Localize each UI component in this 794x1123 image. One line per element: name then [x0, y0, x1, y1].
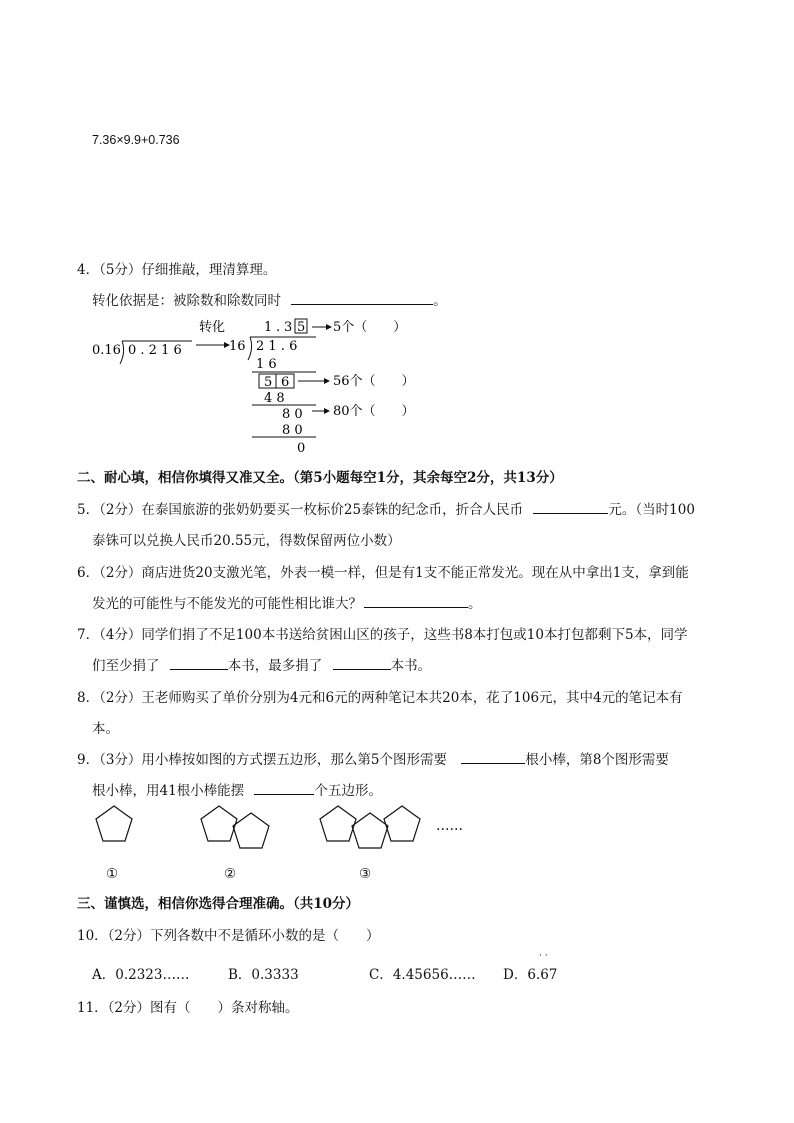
pentagon-figure-3b	[352, 813, 388, 848]
q9-line2	[92, 779, 382, 799]
quotient-digit-1: 1	[264, 320, 273, 335]
q6-text-b: 。	[468, 596, 482, 612]
q9-blank-count[interactable]	[254, 780, 314, 795]
q4-period: 。	[433, 293, 447, 309]
q11-stem: 11．（2分）图有（ ）条对称轴。	[77, 1000, 299, 1016]
note2: 56个（ ）	[333, 374, 415, 389]
q7-line2	[92, 654, 431, 674]
q9-ellipsis: ……	[436, 818, 463, 834]
new-dividend: 2 1 . 6	[256, 339, 298, 354]
step1-product: 1 6	[256, 357, 277, 372]
quotient-boxed-digit: 5	[297, 320, 306, 335]
q7-text-a: 们至少捐了	[92, 658, 160, 674]
original-divisor: 0.16	[92, 343, 121, 358]
step3-product: 8 0	[282, 423, 303, 438]
q7-text-c: 本书。	[390, 658, 432, 674]
q4-title: 4．（5分）仔细推敲，理清算理。	[77, 262, 277, 278]
q5-blank[interactable]	[533, 499, 608, 514]
step2-remainder: 8 0	[282, 407, 303, 422]
pentagon-figure-3a	[320, 806, 356, 841]
original-dividend: 0 . 2 1 6	[128, 343, 182, 358]
step2-product: 4 8	[264, 391, 285, 406]
q9-text-b: 根小棒，第8个图形需要	[525, 752, 669, 768]
q9-label-1: ①	[106, 866, 119, 882]
q8-line2: 本。	[92, 721, 119, 737]
q5-text-a: 5．（2分）在泰国旅游的张奶奶要买一枚标价25泰铢的纪念币，折合人民币	[77, 502, 524, 518]
q10-option-c[interactable]: C．4.45656……	[369, 967, 476, 983]
convert-label: 转化	[199, 320, 226, 335]
q3-expression: 7.36×9.9+0.736	[92, 133, 180, 147]
q7-blank-max[interactable]	[333, 655, 391, 670]
q9-text-a: 9．（3分）用小棒按如图的方式摆五边形，那么第5个图形需要	[77, 752, 448, 768]
new-bracket	[248, 337, 252, 360]
pentagon-figure-2a	[201, 806, 237, 841]
note2-arrow-head	[324, 378, 330, 384]
section3-heading: 三、谨慎选，相信你选得合理准确。（共10分）	[77, 896, 360, 912]
q10-option-d[interactable]: D．6.67	[503, 967, 558, 983]
remainder-digit-2: 6	[281, 375, 290, 390]
note1-arrow-head	[326, 324, 332, 330]
q6-line2	[92, 592, 482, 612]
q9-text-c: 根小棒，用41根小棒能摆	[92, 783, 245, 799]
q7-text-b: 本书，最多捐了	[227, 658, 323, 674]
q9-blank-5th[interactable]	[461, 749, 525, 764]
q6-text-a: 发光的可能性与不能发光的可能性相比谁大？	[92, 596, 362, 612]
q5-text-b: 元。（当时100	[608, 502, 695, 518]
quotient-digit-3: 3	[284, 320, 293, 335]
q10-stem: 10．（2分）下列各数中不是循环小数的是（ ）	[77, 928, 380, 944]
remainder-digit-1: 5	[264, 375, 273, 390]
new-divisor: 16	[229, 339, 246, 354]
q5-line1	[77, 498, 695, 518]
q10-option-b[interactable]: B．0.3333	[228, 967, 299, 983]
repeating-dots: ··	[539, 951, 551, 961]
q9-label-2: ②	[224, 866, 237, 882]
quotient-point: .	[276, 320, 281, 335]
pentagon-figure-3c	[384, 806, 420, 841]
q6-line1: 6．（2分）商店进货20支激光笔，外表一模一样，但是有1支不能正常发光。现在从中拿出1支，拿到能	[77, 565, 689, 581]
q7-blank-min[interactable]	[170, 655, 228, 670]
final-remainder: 0	[297, 441, 306, 456]
section2-heading: 二、耐心填，相信你填得又准又全。（第5小题每空1分，其余每空2分，共13分）	[77, 470, 563, 486]
q8-line1: 8．（2分）王老师购买了单价分别为4元和6元的两种笔记本共20本，花了106元，其中4元的笔记本有	[77, 690, 683, 706]
pentagon-figure-1	[96, 806, 132, 841]
note1: 5个（ ）	[333, 320, 407, 335]
pentagon-figure-2b	[233, 813, 269, 848]
q6-blank[interactable]	[364, 593, 468, 608]
q9-line1	[77, 748, 669, 768]
q9-label-3: ③	[359, 866, 372, 882]
q7-line1: 7．（4分）同学们捐了不足100本书送给贫困山区的孩子，这些书8本打包或10本打包都剩下5本，同学	[77, 627, 688, 643]
q9-text-d: 个五边形。	[314, 783, 382, 799]
q4-basis-text: 转化依据是：被除数和除数同时	[92, 293, 281, 309]
note3-arrow-head	[324, 408, 330, 414]
q10-option-a[interactable]: A．0.2323……	[92, 967, 190, 983]
note3: 80个（ ）	[333, 404, 415, 419]
q5-line2: 泰铢可以兑换人民币20.55元，得数保留两位小数）	[92, 533, 401, 549]
